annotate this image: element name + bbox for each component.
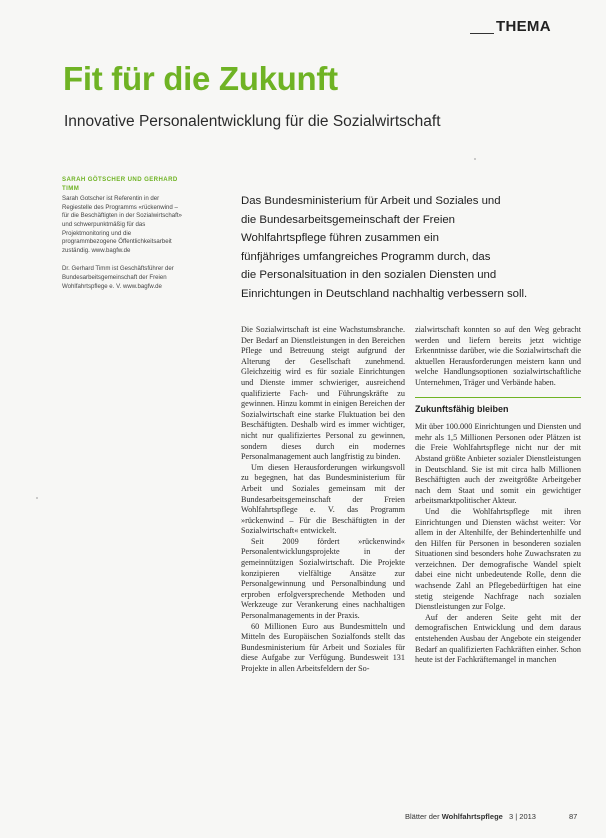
publication-name <box>405 812 503 821</box>
body-paragraph: zialwirtschaft konnten so auf den Weg gebracht werden und liefern bereits jetzt wichtige Erkenntnisse darüber, wie die Sozialwirtschaft die aktuellen Herausforderungen meistern kann und welche Handlungsoptionen sozialwirtschaftliche Unternehmen, Träger und Verbände haben. <box>415 325 581 387</box>
body-paragraph: Die Sozialwirtschaft ist eine Wachstumsbranche. Der Bedarf an Dienstleistungen in den Bereichen Pflege und Betreuung steigt aufgrund der Alterung der Gesellschaft zunehmend. Gleichzeitig wird es für soziale Einrichtungen und Dienste immer schwieriger, ausreichend qualifizierte Fach- und Führungskräfte zu gewinnen. Hinzu kommt in einigen Bereichen der Sozialwirtschaft eine starke Fluktuation bei den Beschäftigten. Deshalb wird es immer wichtiger, nicht nur qualifiziertes Personal zu gewinnen, sondern dieses durch ein modernes Personalmanagement auch langfristig zu binden. <box>241 325 405 462</box>
author-names: SARAH GÖTSCHER UND GERHARD TIMM <box>62 176 178 192</box>
publication-title: Wohlfahrtspflege <box>441 812 503 821</box>
lead-line: Das Bundesministerium für Arbeit und Soziales und <box>241 195 501 207</box>
body-paragraph: Und die Wohlfahrtspflege mit ihren Einrichtungen und Diensten wächst weiter: Vor allem in der Altenhilfe, der Behindertenhilfe und den Hilfen für Personen in besonderen sozialen Situationen sind besonders hohe Zuwachsraten zu verzeichnen. Der demografische Wandel spielt dabei eine nicht unbedeutende Rolle, denn die wachsende Zahl an Pflegebedürftigen hat eine stetig steigende Nachfrage nach sozialen Dienstleistungen zur Folge. <box>415 506 581 612</box>
section-rule <box>470 33 494 34</box>
article-title: Fit für die Zukunft <box>63 60 338 97</box>
page-footer <box>0 812 606 828</box>
body-paragraph: 60 Millionen Euro aus Bundesmitteln und Mitteln des Europäischen Sozialfonds stellt das Bundesministerium für Arbeit und Soziales für diese Aufgabe zur Verfügung. Bundesweit 131 Projekte in allen Arbeitsfeldern der So- <box>241 621 405 673</box>
scan-speck <box>36 497 38 499</box>
lead-paragraph <box>241 192 581 304</box>
lead-line: Wohlfahrtspflege führen zusammen ein <box>241 232 439 245</box>
section-subhead: Zukunftsfähig bleiben <box>415 403 509 414</box>
body-paragraph: Um diesen Herausforderungen wirkungsvoll zu begegnen, hat das Bundesministerium für Arbeit und Soziales gemeinsam mit der Bundesarbeitsgemeinschaft der Freien Wohlfahrtspflege e. V. das Programm »rückenwind – Für die Beschäftigten in der Sozialwirtschaft« entwickelt. <box>241 462 405 536</box>
body-paragraph: Seit 2009 fördert »rückenwind« Personalentwicklungsprojekte in der gemeinnützigen Sozialwirtschaft. Die Projekte konzipieren vielfältige Ansätze zur Personalgewinnung und Personalbindung und erproben erfolgversprechende Methoden und Werkzeuge zur Verankerung eines nachhaltigen Personalmanagements in der Praxis. <box>241 536 405 621</box>
page-number: 87 <box>569 812 578 821</box>
body-paragraph: Mit über 100.000 Einrichtungen und Diensten und mehr als 1,5 Millionen Personen oder Plätzen ist die Freie Wohlfahrtspflege nicht nur der mit Abstand größte Anbieter sozialer Dienstleistungen in Deutschland. Sie ist mit circa halb Millionen Beschäftigten auch der zweitgrößte Arbeitgeber nach dem Staat und somit ein gewichtiger arbeitsmarktpolitischer Akteur. <box>415 422 581 506</box>
lead-line: fünfjähriges umfangreiches Programm durch, das <box>241 250 491 263</box>
author-box <box>62 176 182 291</box>
publication-prefix: Blätter der <box>405 812 440 821</box>
subhead-rule <box>415 397 581 398</box>
body-paragraph: Auf der anderen Seite geht mit der demografischen Entwicklung und dem daraus entstehenden Ausbau der Angebote ein steigender Bedarf an qualifizierten Fachkräften einher. Schon heute ist der Fachkräftemangel in manchen <box>415 612 581 665</box>
article-subtitle: Innovative Personalentwicklung für die Sozialwirtschaft <box>64 113 441 130</box>
lead-line: Einrichtungen in Deutschland nachhaltig verbessern soll. <box>241 287 528 300</box>
body-column-right <box>415 325 581 666</box>
issue-number: 3 | 2013 <box>509 812 536 821</box>
lead-line: die Bundesarbeitsgemeinschaft der Freien <box>241 213 456 226</box>
author-bio: Sarah Gotscher ist Referentin in der Regiestelle des Programms «rückenwind – für die Beschäftigten in der Sozialwirtschaft» und schwerpunktmäßig für das Projektmonitoring und die programmbezogene Öffentlichkeitsarbeit zuständig. www.bagfw.de <box>62 195 182 254</box>
lead-line: die Personalsituation in den sozialen Diensten und <box>241 269 497 282</box>
author-contact: Dr. Gerhard Timm ist Geschäftsführer der Bundesarbeitsgemeinschaft der Freien Wohlfahrtspflege e. V. www.bagfw.de <box>62 265 174 290</box>
body-column-left <box>241 325 405 675</box>
scan-speck <box>474 158 476 160</box>
section-label: THEMA <box>496 18 551 35</box>
